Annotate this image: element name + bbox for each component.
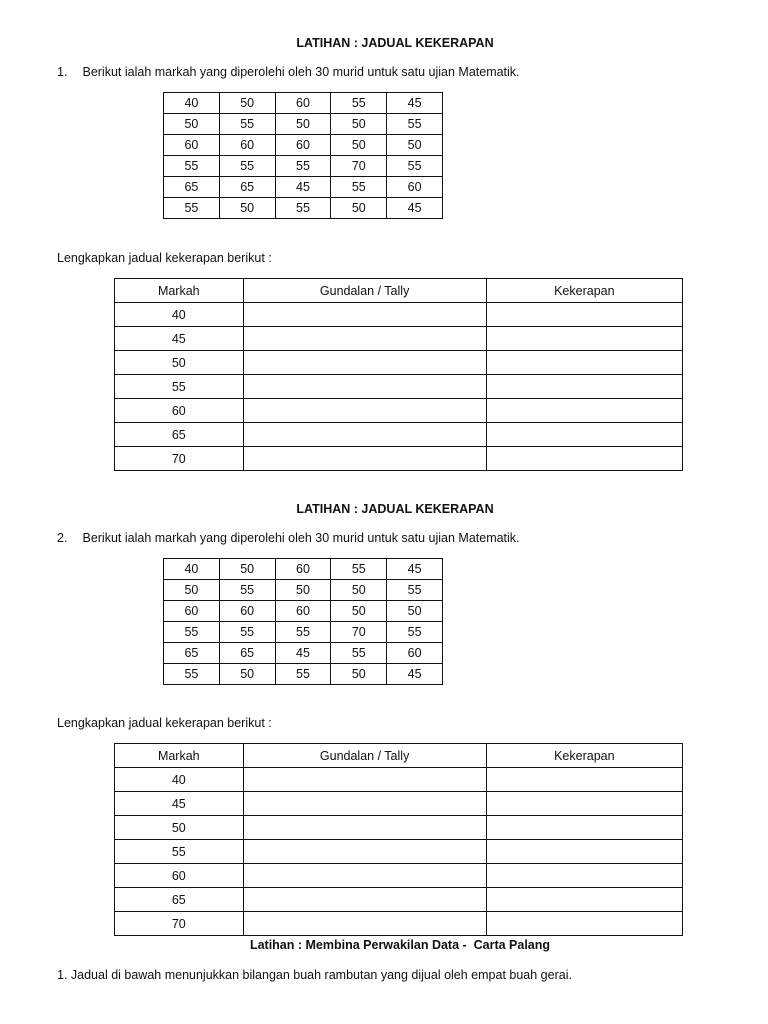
section-1-marks-table: [163, 92, 443, 219]
kekerapan-cell[interactable]: [486, 423, 682, 447]
table-row: [164, 177, 443, 198]
mark-cell: 50: [164, 114, 220, 135]
table-row: [164, 643, 443, 664]
tally-cell[interactable]: [243, 375, 486, 399]
markah-cell: 50: [115, 816, 244, 840]
markah-cell: 70: [115, 912, 244, 936]
kekerapan-cell[interactable]: [486, 888, 682, 912]
markah-cell: 60: [115, 399, 244, 423]
mark-cell: 55: [219, 580, 275, 601]
mark-cell: 50: [219, 664, 275, 685]
mark-cell: 60: [275, 601, 331, 622]
mark-cell: 50: [331, 580, 387, 601]
table-row: [115, 327, 683, 351]
footer-title: Latihan : Membina Perwakilan Data - Carta Palang: [249, 938, 551, 952]
markah-cell: 55: [115, 840, 244, 864]
table-header-row: [115, 279, 683, 303]
mark-cell: 60: [275, 135, 331, 156]
section-2-question-number: 2.: [57, 531, 68, 545]
mark-cell: 55: [164, 156, 220, 177]
table-row: [164, 156, 443, 177]
mark-cell: 55: [275, 622, 331, 643]
table-row: [164, 135, 443, 156]
table-header-row: [115, 744, 683, 768]
markah-cell: 55: [115, 375, 244, 399]
mark-cell: 55: [387, 622, 443, 643]
mark-cell: 45: [387, 559, 443, 580]
header-tally: Gundalan / Tally: [243, 279, 486, 303]
mark-cell: 55: [387, 114, 443, 135]
mark-cell: 50: [164, 580, 220, 601]
mark-cell: 65: [219, 177, 275, 198]
mark-cell: 55: [387, 156, 443, 177]
mark-cell: 45: [387, 93, 443, 114]
table-row: [164, 601, 443, 622]
mark-cell: 50: [331, 135, 387, 156]
mark-cell: 55: [219, 114, 275, 135]
mark-cell: 55: [331, 93, 387, 114]
mark-cell: 60: [387, 643, 443, 664]
mark-cell: 50: [331, 664, 387, 685]
mark-cell: 60: [164, 601, 220, 622]
mark-cell: 55: [275, 198, 331, 219]
tally-cell[interactable]: [243, 816, 486, 840]
mark-cell: 55: [331, 643, 387, 664]
mark-cell: 50: [275, 114, 331, 135]
markah-cell: 45: [115, 327, 244, 351]
section-2-question-text: Berikut ialah markah yang diperolehi oleh 30 murid untuk satu ujian Matematik.: [82, 531, 520, 545]
mark-cell: 45: [387, 198, 443, 219]
mark-cell: 60: [275, 559, 331, 580]
markah-cell: 40: [115, 303, 244, 327]
mark-cell: 50: [219, 198, 275, 219]
mark-cell: 65: [164, 177, 220, 198]
mark-cell: 55: [331, 177, 387, 198]
mark-cell: 50: [331, 114, 387, 135]
section-2-frequency-table: [114, 743, 683, 936]
table-row: [164, 622, 443, 643]
kekerapan-cell[interactable]: [486, 327, 682, 351]
section-1-instruction: Lengkapkan jadual kekerapan berikut :: [57, 251, 272, 265]
tally-cell[interactable]: [243, 423, 486, 447]
table-row: [164, 198, 443, 219]
mark-cell: 55: [164, 198, 220, 219]
tally-cell[interactable]: [243, 864, 486, 888]
header-kekerapan: Kekerapan: [486, 279, 682, 303]
mark-cell: 55: [275, 664, 331, 685]
footer-question: 1. Jadual di bawah menunjukkan bilangan buah rambutan yang dijual oleh empat buah gerai.: [57, 968, 572, 982]
table-row: [164, 664, 443, 685]
table-row: [164, 114, 443, 135]
table-row: [115, 792, 683, 816]
markah-cell: 60: [115, 864, 244, 888]
mark-cell: 50: [387, 135, 443, 156]
table-row: [164, 580, 443, 601]
kekerapan-cell[interactable]: [486, 399, 682, 423]
mark-cell: 55: [275, 156, 331, 177]
table-row: [115, 912, 683, 936]
tally-cell[interactable]: [243, 840, 486, 864]
kekerapan-cell[interactable]: [486, 840, 682, 864]
table-row: [115, 447, 683, 471]
section-2-instruction: Lengkapkan jadual kekerapan berikut :: [57, 716, 272, 730]
table-row: [115, 864, 683, 888]
header-kekerapan: Kekerapan: [486, 744, 682, 768]
mark-cell: 60: [219, 601, 275, 622]
mark-cell: 50: [387, 601, 443, 622]
mark-cell: 45: [387, 664, 443, 685]
mark-cell: 60: [164, 135, 220, 156]
section-1-question-number: 1.: [57, 65, 68, 79]
table-row: [115, 303, 683, 327]
section-1-question: [57, 65, 520, 79]
mark-cell: 70: [331, 622, 387, 643]
mark-cell: 60: [275, 93, 331, 114]
kekerapan-cell[interactable]: [486, 351, 682, 375]
kekerapan-cell[interactable]: [486, 816, 682, 840]
tally-cell[interactable]: [243, 792, 486, 816]
markah-cell: 45: [115, 792, 244, 816]
table-row: [164, 559, 443, 580]
table-row: [115, 768, 683, 792]
section-1-question-text: Berikut ialah markah yang diperolehi oleh 30 murid untuk satu ujian Matematik.: [82, 65, 520, 79]
mark-cell: 50: [219, 559, 275, 580]
kekerapan-cell[interactable]: [486, 768, 682, 792]
markah-cell: 65: [115, 888, 244, 912]
section-2-question: [57, 531, 520, 545]
table-row: [115, 351, 683, 375]
mark-cell: 60: [219, 135, 275, 156]
mark-cell: 55: [164, 664, 220, 685]
tally-cell[interactable]: [243, 303, 486, 327]
table-row: [115, 888, 683, 912]
kekerapan-cell[interactable]: [486, 792, 682, 816]
markah-cell: 50: [115, 351, 244, 375]
table-row: [115, 375, 683, 399]
mark-cell: 60: [387, 177, 443, 198]
tally-cell[interactable]: [243, 888, 486, 912]
mark-cell: 55: [387, 580, 443, 601]
tally-cell[interactable]: [243, 768, 486, 792]
mark-cell: 55: [331, 559, 387, 580]
mark-cell: 50: [331, 198, 387, 219]
kekerapan-cell[interactable]: [486, 375, 682, 399]
tally-cell[interactable]: [243, 327, 486, 351]
table-row: [164, 93, 443, 114]
mark-cell: 45: [275, 643, 331, 664]
section-2-title: LATIHAN : JADUAL KEKERAPAN: [296, 502, 494, 516]
section-2-marks-table: [163, 558, 443, 685]
mark-cell: 65: [164, 643, 220, 664]
section-1-frequency-table: [114, 278, 683, 471]
mark-cell: 55: [164, 622, 220, 643]
tally-cell[interactable]: [243, 447, 486, 471]
markah-cell: 40: [115, 768, 244, 792]
header-markah: Markah: [115, 279, 244, 303]
mark-cell: 50: [331, 601, 387, 622]
mark-cell: 50: [275, 580, 331, 601]
header-tally: Gundalan / Tally: [243, 744, 486, 768]
table-row: [115, 423, 683, 447]
tally-cell[interactable]: [243, 912, 486, 936]
kekerapan-cell[interactable]: [486, 912, 682, 936]
markah-cell: 70: [115, 447, 244, 471]
markah-cell: 65: [115, 423, 244, 447]
kekerapan-cell[interactable]: [486, 303, 682, 327]
mark-cell: 50: [219, 93, 275, 114]
mark-cell: 70: [331, 156, 387, 177]
mark-cell: 65: [219, 643, 275, 664]
mark-cell: 45: [275, 177, 331, 198]
mark-cell: 55: [219, 622, 275, 643]
table-row: [115, 816, 683, 840]
kekerapan-cell[interactable]: [486, 447, 682, 471]
mark-cell: 55: [219, 156, 275, 177]
kekerapan-cell[interactable]: [486, 864, 682, 888]
header-markah: Markah: [115, 744, 244, 768]
mark-cell: 40: [164, 559, 220, 580]
table-row: [115, 840, 683, 864]
tally-cell[interactable]: [243, 399, 486, 423]
table-row: [115, 399, 683, 423]
mark-cell: 40: [164, 93, 220, 114]
tally-cell[interactable]: [243, 351, 486, 375]
section-1-title: LATIHAN : JADUAL KEKERAPAN: [296, 36, 494, 50]
